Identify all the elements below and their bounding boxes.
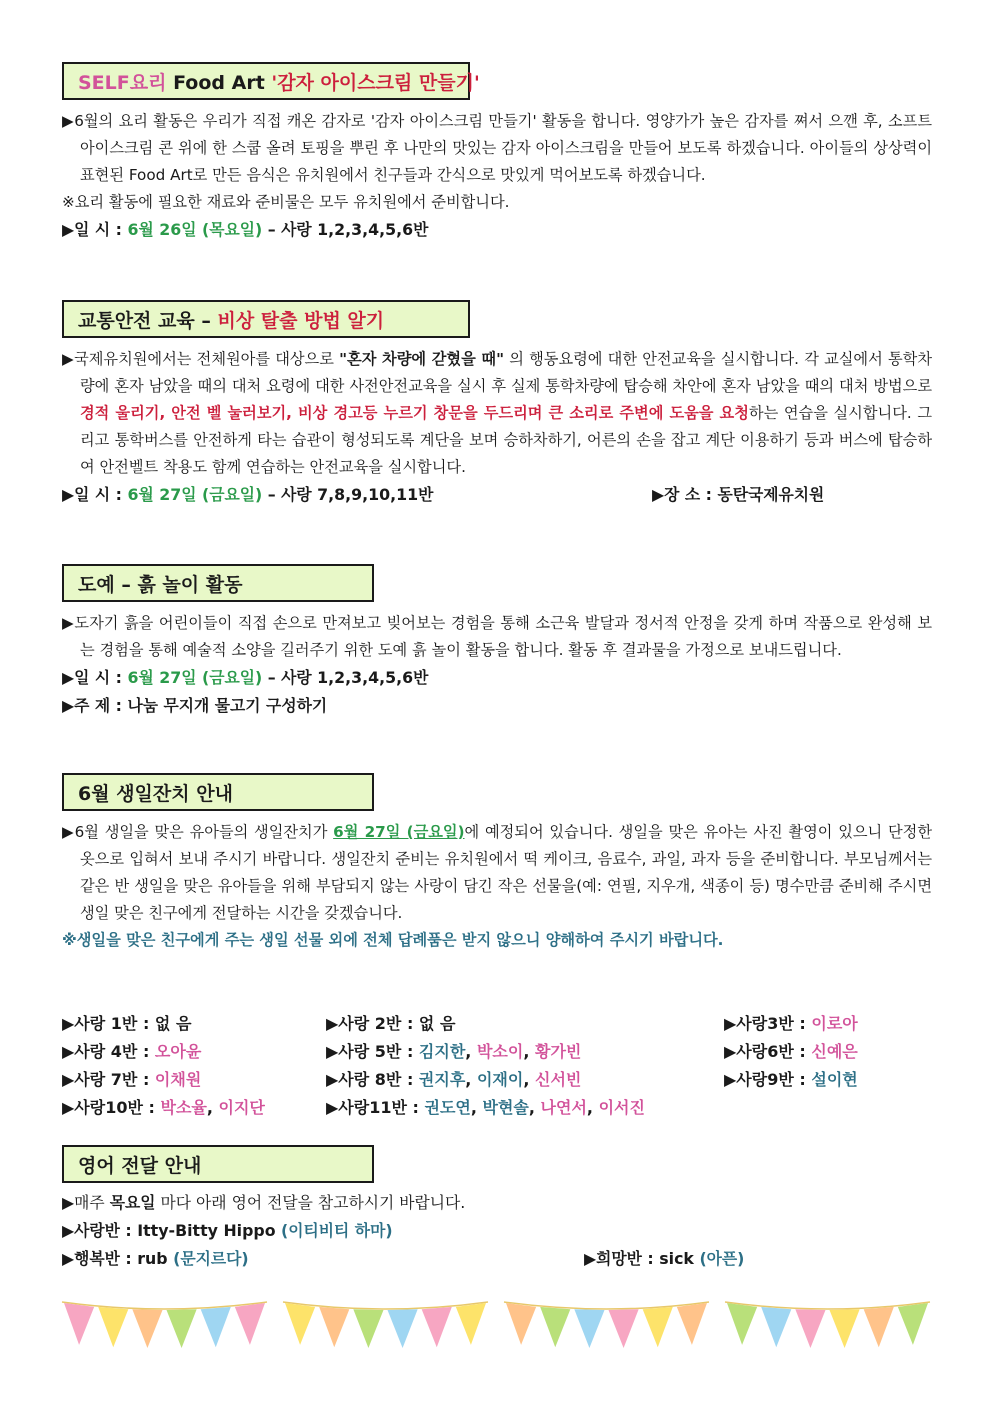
pottery-theme [62,692,932,720]
class-label: ▶사랑 5반 : [326,1042,419,1061]
child-name: 오아윤 [154,1042,202,1061]
separator: , [523,1070,535,1089]
class-entry [62,1094,265,1122]
date-classes: – 사랑 1,2,3,4,5,6반 [262,220,429,239]
bunting-flag [898,1303,928,1345]
title-potato-icecream: '감자 아이스크림 만들기' [271,72,480,94]
child-name: 김지한 [418,1042,466,1061]
traffic-safety-description [62,346,932,481]
date-label: ▶일 시 : [62,220,128,239]
class-row [62,1094,932,1122]
bunting-flag [285,1303,315,1345]
bunting-flag [167,1309,197,1348]
english-haengbok [62,1245,932,1273]
pottery-date [62,664,932,692]
theme-value: 나눔 무지개 물고기 구성하기 [127,696,328,715]
class-label: ▶사랑 8반 : [326,1070,419,1089]
intro-part: ▶매주 [62,1193,110,1212]
word-meaning: (문지르다) [173,1249,249,1268]
bunting-flag [235,1303,265,1345]
class-label: ▶행복반 : [62,1249,138,1268]
birthday-note: ※생일을 맞은 친구에게 주는 생일 선물 외에 전체 답례품은 받지 않으니 양해하여 주시기 바랍니다. [62,931,724,949]
class-entry [62,1010,191,1038]
place-value: 동탄국제유치원 [717,485,825,504]
class-label: ▶사랑 2반 : [326,1014,419,1033]
class-entry [326,1038,581,1066]
bunting-flag [643,1307,673,1347]
child-name: 설이현 [811,1070,858,1089]
food-art-body: ▶6월의 요리 활동은 우리가 직접 캐온 감자로 '감자 아이스크림 만들기' 활동을 합니다. 영양가가 높은 감자를 쪄서 으깬 후, 소프트 아이스크림 콘 위에 한 스쿱 올려 토핑을 뿌린 후 나만의 맛있는 감자 아이스크림을 만들어 보도록 하겠습니다. 아이들의 상상력이 표현된 Food Art로 만든 음식은 유치원에서 친구들과 간식으로 맛있게 먹어보도록 하겠습니다. [62,112,932,184]
title-self-cooking: SELF요리 [78,72,167,94]
date-value: 6월 26일 (목요일) [127,220,263,239]
class-label: ▶사랑9반 : [724,1070,812,1089]
class-entry [724,1038,858,1066]
title-traffic-education: 교통안전 교육 – [78,310,218,332]
pottery-description [62,610,932,664]
class-entry [724,1066,858,1094]
body-part: 의 행동요령에 대한 안전교육을 실시합니다. 각 교실에서 통학차량에 혼자 남았을 때의 대처 요령에 대한 사전안전교육을 실시 후 실제 통학차량에 탑승해 차안에 혼자 남았을 때의 대처 방법으로 [80,350,932,395]
child-name: 신예은 [811,1042,858,1061]
english-word: Itty-Bitty Hippo [137,1221,282,1240]
class-label: ▶사랑11반 : [326,1098,425,1117]
date-label: ▶일 시 : [62,668,128,687]
bunting-flag [506,1303,536,1345]
separator: , [465,1070,477,1089]
food-art-description [62,108,932,189]
class-label: ▶희망반 : [584,1249,660,1268]
body-part: 하는 연습을 실시합니다. 그리고 통학버스를 안전하게 타는 습관이 형성되도록 계단을 보며 승하차하기, 어른의 손을 잡고 계단 이용하기 등과 버스에 탑승하여 안전벨트 착용도 함께 연습하는 안전교육을 실시합니다. [80,404,932,476]
child-name: 박소이 [476,1042,524,1061]
date-value: 6월 27일 (금요일) [127,668,263,687]
section-title-birthday: 6월 생일잔치 안내 [62,773,374,811]
class-names: 없 음 [418,1014,456,1033]
section-title-food-art [62,62,480,100]
date-value: 6월 27일 (금요일) [127,485,263,504]
body-part: ▶국제유치원에서는 전체원아를 대상으로 [62,350,340,368]
english-word: rub [137,1249,174,1268]
english-intro [62,1189,932,1217]
child-name: 황가빈 [534,1042,582,1061]
english-word: sick [659,1249,700,1268]
child-name: 이채원 [154,1070,202,1089]
child-name: 이재이 [476,1070,524,1089]
food-art-note: ※요리 활동에 필요한 재료와 준비물은 모두 유치원에서 준비합니다. [62,193,510,211]
bunting-flag [795,1309,825,1348]
separator: , [206,1098,219,1117]
section-english [62,1145,932,1273]
class-label: ▶사랑3반 : [724,1014,812,1033]
bunting-flag [64,1303,94,1345]
bunting-decoration [0,1298,992,1378]
date-label: ▶일 시 : [62,485,128,504]
body-highlight: 경적 울리기, 안전 벨 눌러보기, 비상 경고등 누르기 창문을 두드리며 큰 소리로 주변에 도움을 요청 [80,404,749,422]
class-row [62,1038,932,1066]
bunting-flag [98,1307,128,1347]
pottery-body: ▶도자기 흙을 어린이들이 직접 손으로 만져보고 빚어보는 경험을 통해 소근육 발달과 정서적 안정을 갖게 하며 작품으로 완성해 보는 경험을 통해 예술적 소양을 길러주기 위한 도예 흙 놀이 활동을 합니다. 활동 후 결과물을 가정으로 보내드립니다. [62,614,932,659]
traffic-safety-date [62,481,932,509]
bunting-flag [761,1307,791,1347]
traffic-safety-body [62,346,932,481]
bunting-flag [540,1307,570,1347]
bunting-flag [830,1309,860,1348]
date-classes: – 사랑 1,2,3,4,5,6반 [262,668,429,687]
birthday-body [62,819,932,927]
class-entry [62,1038,201,1066]
bunting-flag [353,1309,383,1348]
class-entry [724,1010,858,1038]
section-title-traffic-safety [62,300,470,338]
class-label: ▶사랑반 : [62,1221,138,1240]
class-label: ▶사랑 4반 : [62,1042,155,1061]
birthday-description [62,819,932,927]
section-pottery [62,564,932,720]
class-label: ▶사랑6반 : [724,1042,812,1061]
theme-label: ▶주 제 : [62,696,128,715]
section-title-pottery: 도예 – 흙 놀이 활동 [62,564,374,602]
class-entry [326,1066,581,1094]
title-food-art: Food Art [166,72,272,94]
bunting-flag [727,1303,757,1345]
class-names: 없 음 [154,1014,192,1033]
title-emergency-escape: 비상 탈출 방법 알기 [217,310,385,332]
section-birthday [62,773,932,954]
bunting-flag [574,1309,604,1348]
body-emphasis: "혼자 차량에 갇혔을 때" [339,350,505,368]
child-name: 이지단 [218,1098,265,1117]
section-food-art [62,62,932,244]
class-entry [62,1066,201,1094]
intro-part: 마다 아래 영어 전달을 참고하시기 바랍니다. [155,1193,466,1212]
class-entry [326,1094,645,1122]
separator: , [528,1098,541,1117]
class-row [62,1066,932,1094]
body-part: 에 예정되어 있습니다. 생일을 맞은 유아는 사진 촬영이 있으니 단정한 옷으로 입혀서 보내 주시기 바랍니다. 생일잔치 준비는 유치원에서 떡 케이크, 음료수, 과일, 과자 등을 준비합니다. 부모님께서는 같은 반 생일을 맞은 유아들을 위해 부담되지 않는 사랑이 담긴 작은 선물을(예: 연필, 지우개, 색종이 등) 명수만큼 준비해 주시면 생일 맞은 친구에게 전달하는 시간을 갖겠습니다. [80,823,932,922]
bunting-flag [388,1309,418,1348]
child-name: 박소율 [160,1098,207,1117]
birthday-class-list [62,1010,932,1122]
separator: , [523,1042,535,1061]
class-label: ▶사랑10반 : [62,1098,161,1117]
separator: , [470,1098,483,1117]
word-meaning: (아픈) [699,1249,745,1268]
traffic-safety-place [652,481,824,509]
body-part: ▶6월 생일을 맞은 유아들의 생일잔치가 [62,823,334,841]
bunting-flag [864,1307,894,1347]
date-classes: – 사랑 7,8,9,10,11반 [262,485,434,504]
section-traffic-safety [62,300,932,509]
child-name: 이서진 [598,1098,645,1117]
bunting-flag [677,1303,707,1345]
birthday-date: 6월 27일 (금요일) [333,823,465,841]
child-name: 나연서 [540,1098,587,1117]
separator: , [465,1042,477,1061]
place-label: ▶장 소 : [652,485,718,504]
intro-day: 목요일 [109,1193,156,1212]
child-name: 이로아 [811,1014,858,1033]
section-title-english: 영어 전달 안내 [62,1145,374,1183]
english-sarang [62,1217,932,1245]
bunting-flag [319,1307,349,1347]
class-label: ▶사랑 7반 : [62,1070,155,1089]
bunting-flag [456,1303,486,1345]
bunting-flag [422,1307,452,1347]
bunting-flag [201,1307,231,1347]
bunting-flag [609,1309,639,1348]
child-name: 권지후 [418,1070,466,1089]
class-entry [326,1010,455,1038]
child-name: 박현솔 [482,1098,529,1117]
bunting-flag [132,1309,162,1348]
food-art-date [62,216,932,244]
class-row [62,1010,932,1038]
class-label: ▶사랑 1반 : [62,1014,155,1033]
child-name: 신서빈 [534,1070,582,1089]
word-meaning: (이티비티 하마) [281,1221,393,1240]
child-name: 권도연 [424,1098,471,1117]
separator: , [586,1098,599,1117]
english-huimang [584,1245,744,1273]
